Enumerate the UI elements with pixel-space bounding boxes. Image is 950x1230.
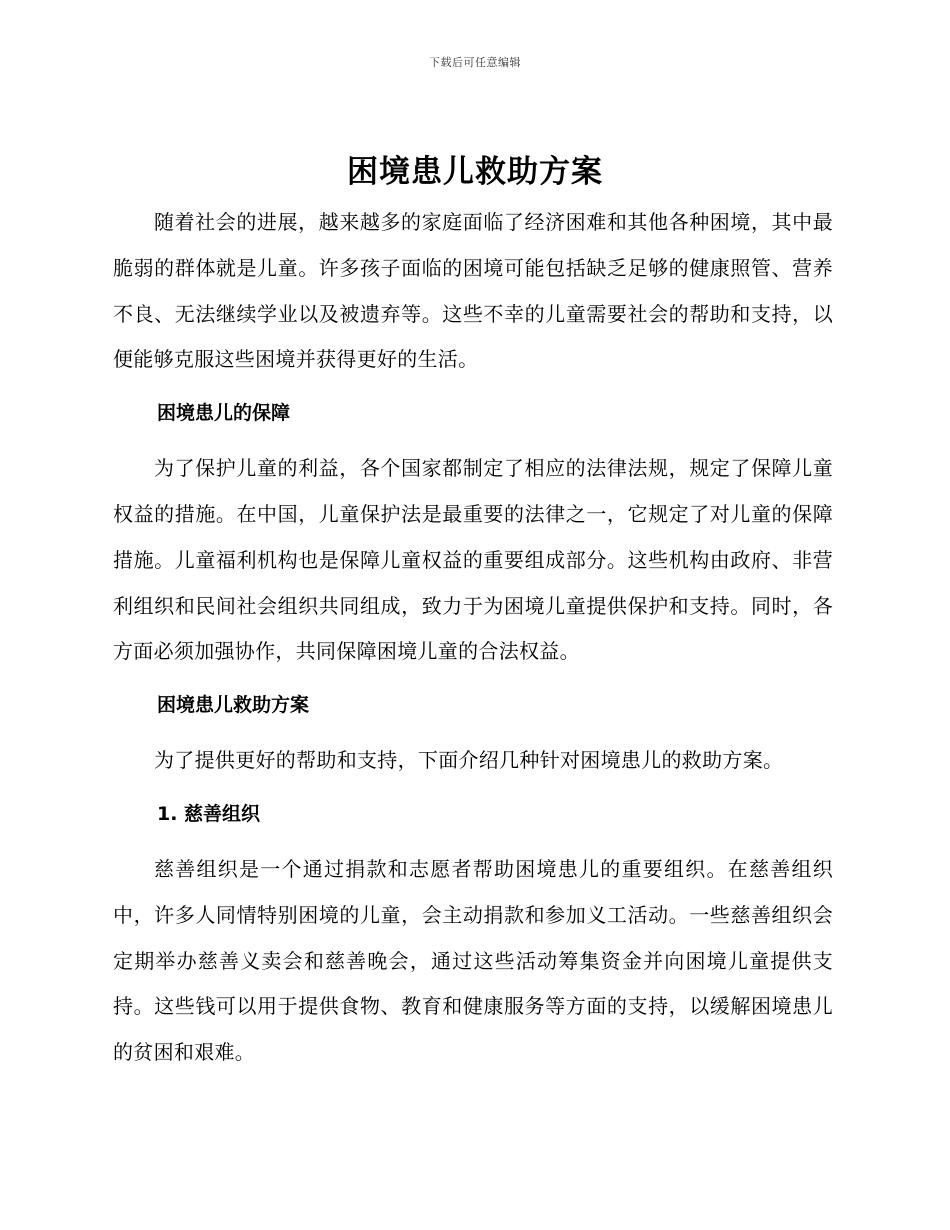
section-heading-plan: 困境患儿救助方案 <box>157 694 310 717</box>
section-paragraph-plan: 为了提供更好的帮助和支持，下面介绍几种针对困境患儿的救助方案。 <box>154 748 784 773</box>
subsection-paragraph-charity: 慈善组织是一个通过捐款和志愿者帮助困境患儿的重要组织。在慈善组织中，许多人同情特别困境的儿童，会主动捐款和参加义工活动。一些慈善组织会定期举办慈善义卖会和慈善晚会，通过这些活动筹集资金并向困境儿童提供支持。这些钱可以用于提供食物、教育和健康服务等方面的支持，以缓解困境患儿的贫困和艰难。 <box>113 856 833 1065</box>
header-note: 下载后可任意编辑 <box>429 56 521 69</box>
section-heading-protection: 困境患儿的保障 <box>157 402 291 425</box>
subsection-heading-charity: 1. 慈善组织 <box>157 802 261 825</box>
document-body <box>113 200 833 1076</box>
document-title: 困境患儿救助方案 <box>347 154 603 190</box>
section-paragraph-protection: 为了保护儿童的利益，各个国家都制定了相应的法律法规，规定了保障儿童权益的措施。在中国，儿童保护法是最重要的法律之一，它规定了对儿童的保障措施。儿童福利机构也是保障儿童权益的重要组成部分。这些机构由政府、非营利组织和民间社会组织共同组成，致力于为困境儿童提供保护和支持。同时，各方面必须加强协作，共同保障困境儿童的合法权益。 <box>113 456 833 664</box>
intro-paragraph: 随着社会的进展，越来越多的家庭面临了经济困难和其他各种困境，其中最脆弱的群体就是儿童。许多孩子面临的困境可能包括缺乏足够的健康照管、营养不良、无法继续学业以及被遗弃等。这些不幸的儿童需要社会的帮助和支持，以便能够克服这些困境并获得更好的生活。 <box>113 210 833 372</box>
